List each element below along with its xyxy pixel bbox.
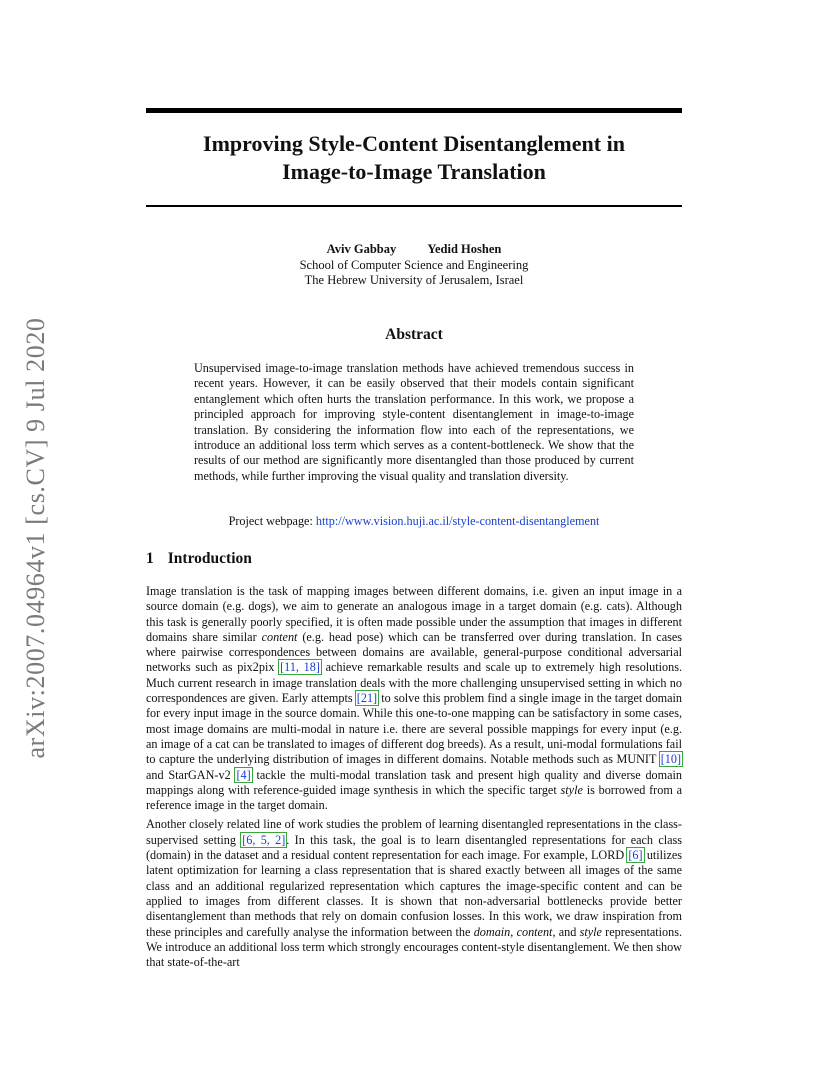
author-names	[146, 242, 682, 258]
text-span: Image translation is the task of mapping images between different domains, i.e. given an input image in a source domain (e.g. dogs), we aim to generate an analogous image in a target domain (e.g. cats). Although this task is generally poorly specified, it is often made possible under the assumption that images in different domains share similar	[146, 584, 682, 644]
text-span: (e.g. head pose) which can be transferred over during translation. In cases where pairwise correspondences between domains are available, general-purpose conditional adversarial networks such as pix2pix	[146, 629, 683, 675]
author-2: Yedid Hoshen	[427, 242, 502, 256]
text-span: to solve this problem find a single image in the target domain for every input image in the source domain. While this one-to-one mapping can be satisfactory in some cases, most image domains are multi-modal in nature i.e. there are several possible mappings for every input (e.g. an image of a cat can be translated to images of different dog breeds). As a result, uni-modal formulations fail to capture the underlying distribution of images in different domains. Notable methods such as MUNIT	[146, 691, 683, 767]
affiliation-line-2: The Hebrew University of Jerusalem, Israel	[304, 273, 524, 287]
citation-link[interactable]: [6]	[628, 848, 643, 863]
project-link[interactable]: http://www.vision.huji.ac.il/style-content-disentanglement	[315, 514, 600, 528]
text-span: utilizes latent optimization for learning a class representation that is shared exactly between all images of the same class and an additional regularized representation which captures the image-specific content and can be applied to images from different classes. It is shown that non-adversarial bottlenecks provide better disentanglement than methods that rely on domain confusion losses. In this work, we draw inspiration from these principles and carefully analyse the information between the	[146, 848, 683, 939]
text-span: is borrowed from a reference image in the target domain.	[146, 782, 683, 813]
emphasis: style	[579, 924, 602, 939]
intro-paragraph-1	[146, 584, 682, 813]
project-label: Project webpage:	[228, 514, 313, 528]
citation-link[interactable]: [6, 5, 2]	[242, 832, 286, 847]
title-rule-top	[146, 108, 682, 113]
arxiv-identifier: arXiv:2007.04964v1 [cs.CV] 9 Jul 2020	[21, 317, 50, 759]
text-span: , and	[552, 924, 577, 939]
project-webpage	[146, 514, 682, 529]
emphasis: domain	[473, 924, 511, 939]
citation-link[interactable]: [21]	[356, 691, 378, 706]
abstract-text: Unsupervised image-to-image translation methods have achieved tremendous success in recent years. However, it can be easily observed that their models contain significant entanglement which often hurts the translation performance. In this work, we propose a principled approach for improving style-content disentanglement in image-to-image translation. By considering the information flow into each of the representations, we introduce an additional loss term which serves as a content-bottleneck. We show that the results of our method are significantly more disentangled than those produced by current methods, while further improving the visual quality and translation diversity.	[194, 361, 634, 483]
emphasis: style	[560, 782, 583, 797]
abstract-heading: Abstract	[385, 326, 443, 343]
title-line-2: Image-to-Image Translation	[282, 159, 546, 184]
affiliation-line-1: School of Computer Science and Engineering	[299, 257, 529, 272]
text-span: . In this task, the goal is to learn disentangled representations for each class (domain) in the dataset and a residual content representation for each image. For example, LORD	[146, 832, 683, 863]
title-line-1: Improving Style-Content Disentanglement in	[203, 131, 625, 156]
citation-link[interactable]: [4]	[236, 767, 251, 782]
paper-title	[146, 130, 682, 186]
emphasis: content	[516, 924, 553, 939]
text-span: tackle the multi-modal translation task and present high quality and diverse domain mappings along with reference-guided image synthesis in which the specific target	[146, 767, 683, 797]
section-title: Introduction	[167, 550, 252, 567]
author-block	[146, 242, 682, 289]
author-1: Aviv Gabbay	[326, 242, 397, 256]
section-heading-introduction	[146, 550, 252, 568]
introduction-body	[146, 584, 682, 974]
text-span: ,	[510, 924, 514, 939]
text-span: Another closely related line of work studies the problem of learning disentangled representations in the class-supervised setting	[146, 817, 682, 847]
text-span: achieve remarkable results and scale up to extremely high resolutions. Much current research in image translation deals with the more challenging unsupervised setting in which no correspondences are given. Early attempts	[146, 660, 683, 706]
intro-paragraph-2	[146, 817, 682, 970]
text-span: representations. We introduce an additional loss term which strongly encourages content-style disentanglement. We then show that state-of-the-art	[146, 924, 682, 970]
section-number: 1	[146, 550, 154, 567]
emphasis: content	[261, 629, 298, 644]
title-rule-bottom	[146, 205, 682, 207]
citation-link[interactable]: [11, 18]	[280, 660, 320, 675]
text-span: and StarGAN-v2	[146, 767, 231, 782]
citation-link[interactable]: [10]	[660, 752, 682, 767]
